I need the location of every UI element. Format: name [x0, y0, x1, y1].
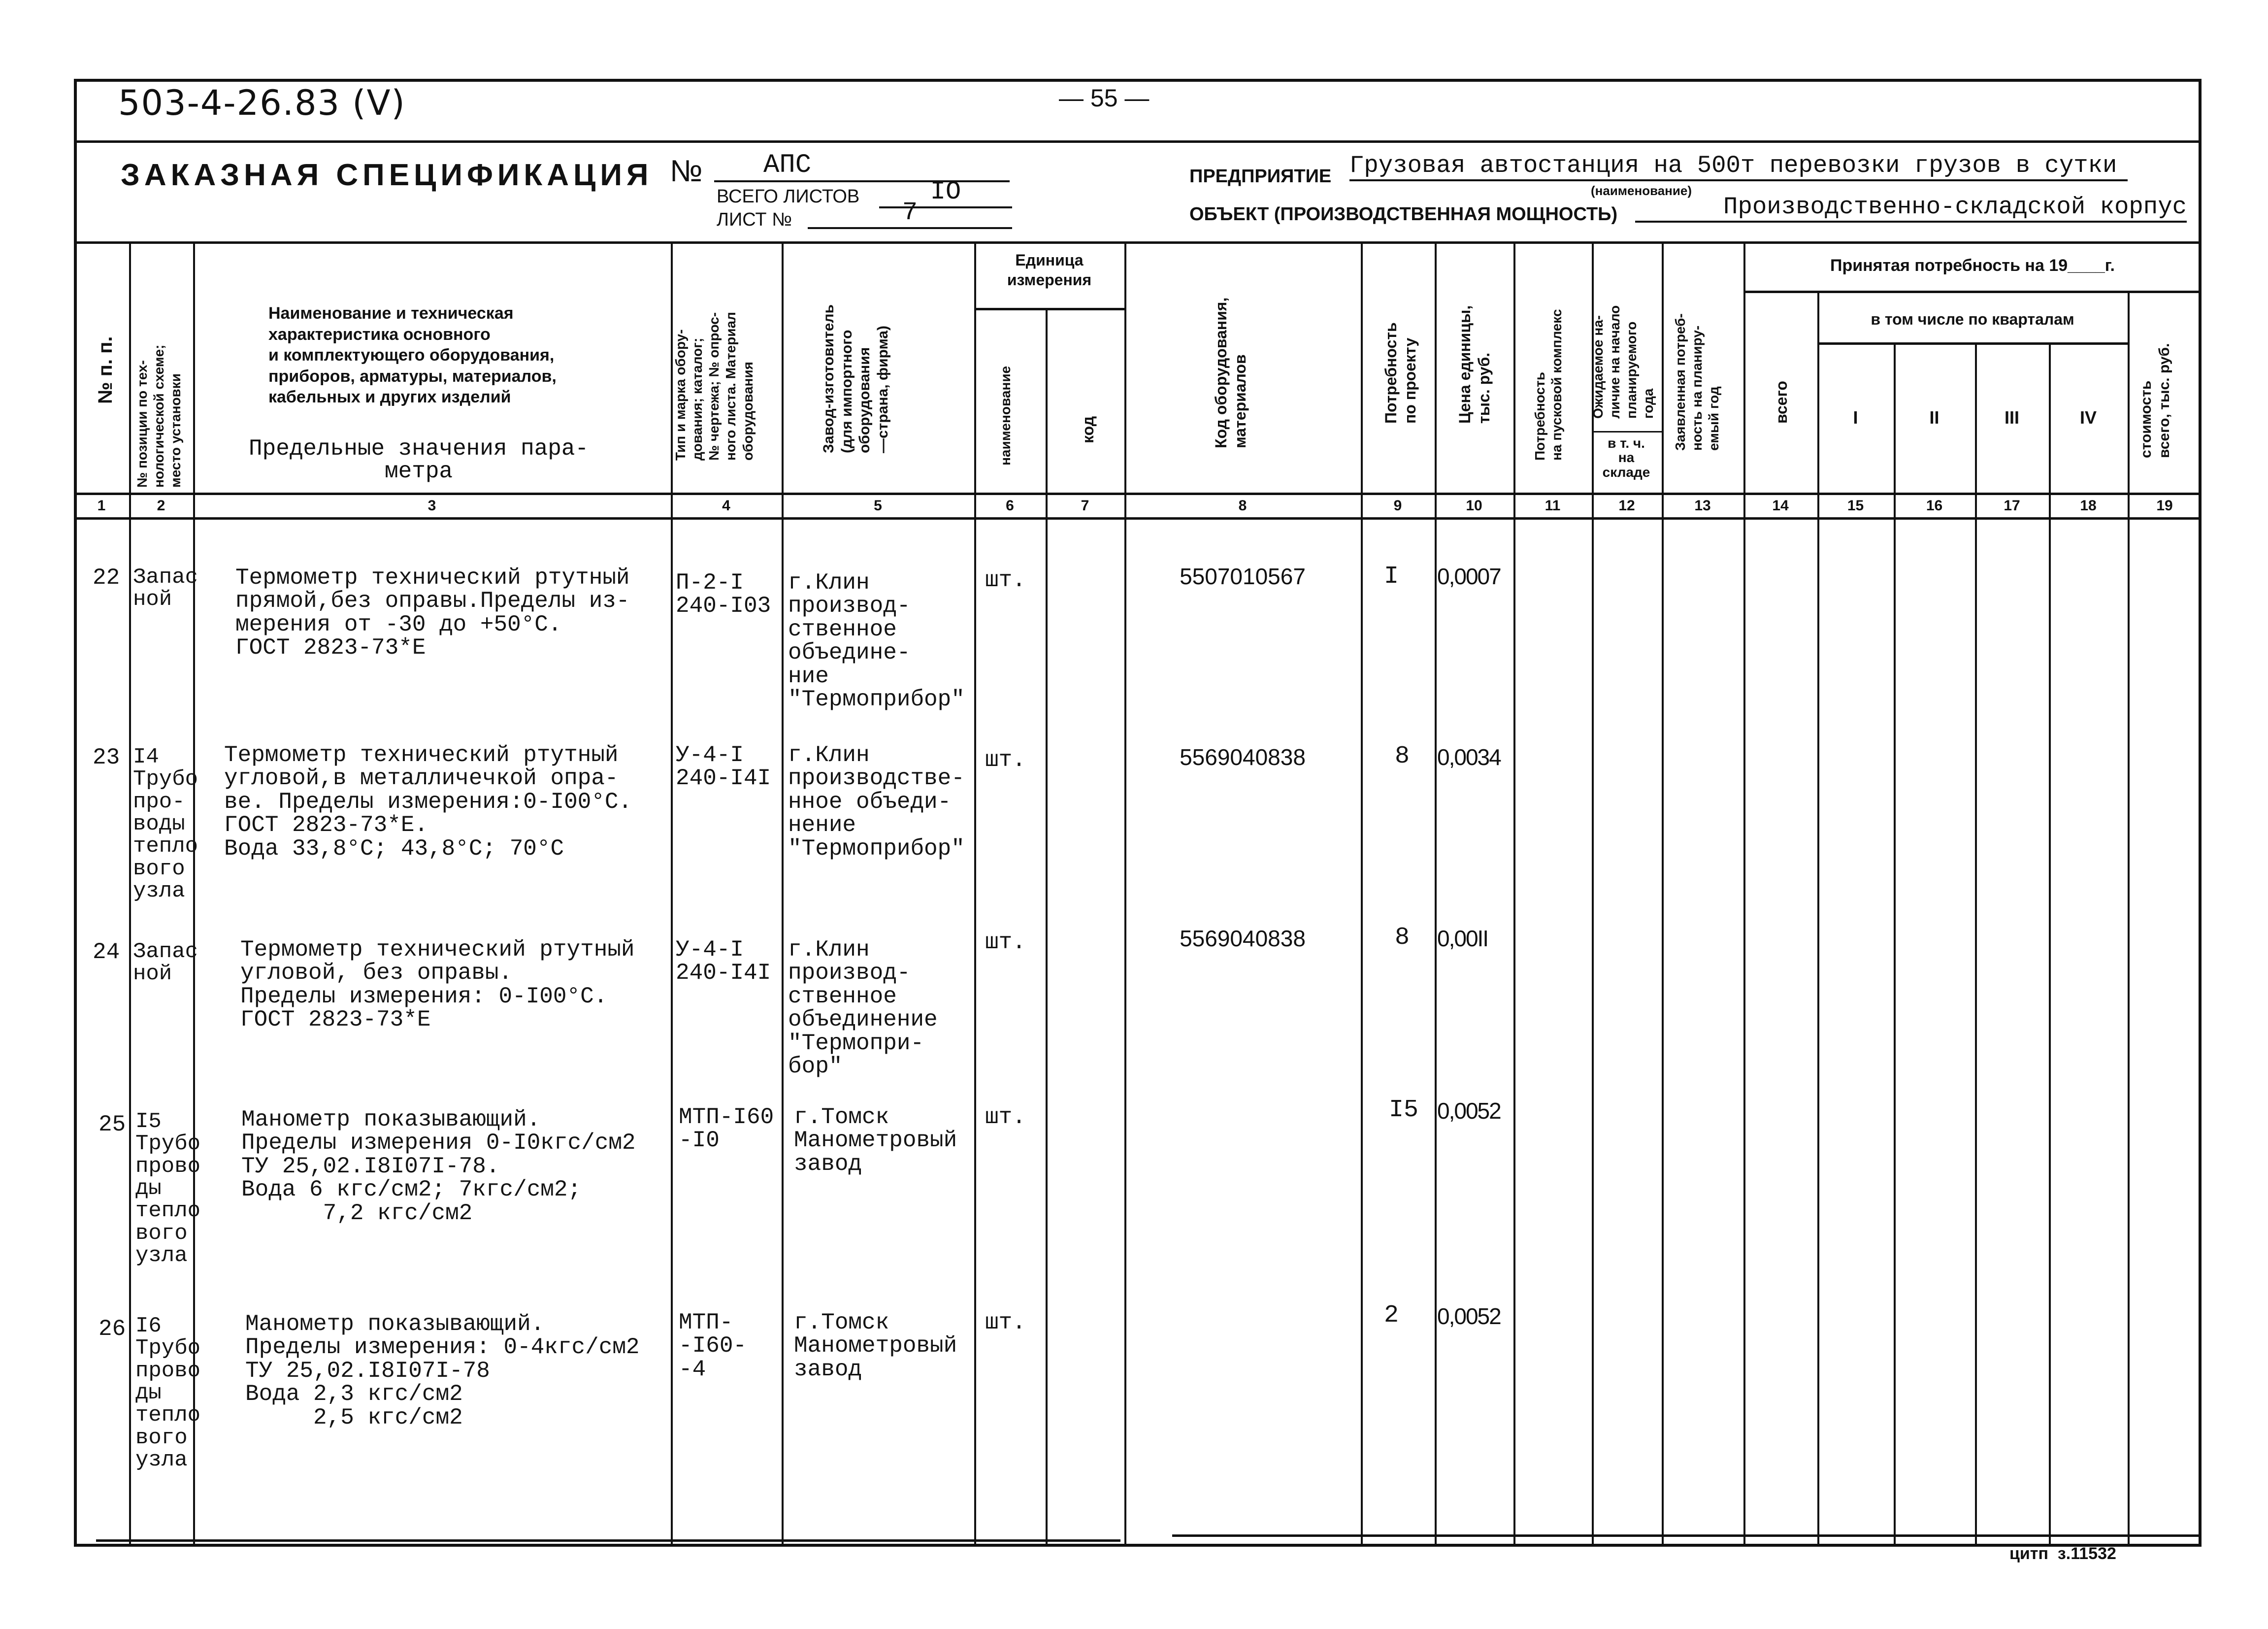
row-type: МТП- -I60- -4 — [679, 1310, 747, 1382]
row-name: Манометр показывающий. Пределы измерения 0-I0кгс/см2 ТУ 25,02.I8I07I-78. Вода 6 кгс/см2; 7кгс/см2; 7,2 кгс/см2 — [241, 1107, 636, 1226]
row-name: Манометр показывающий. Пределы измерения: 0-4кгс/см2 ТУ 25,02.I8I07I-78 Вода 2,3 кгс/см2 2,5 кгс/см2 — [245, 1311, 640, 1430]
col-num-18: 18 — [2080, 498, 2097, 514]
object-name: Производственно-складской корпус — [1635, 193, 2187, 223]
row-number: 26 — [99, 1316, 126, 1342]
col-8-header: Код оборудования, материалов — [1212, 297, 1249, 448]
col-18-header: IV — [2079, 407, 2097, 428]
row-position: Запас ной — [133, 565, 198, 612]
grid-line — [1743, 241, 1745, 1547]
grid-line — [974, 241, 976, 1547]
row-price: 0,0052 — [1437, 1098, 1501, 1124]
col-num-14: 14 — [1772, 498, 1789, 514]
col-5-header: Завод-изготовитель (для импортного оборудования —страна, фирма) — [821, 304, 891, 453]
col-12-header: Ожидаемое на- личие на начало планируемого года — [1590, 305, 1656, 419]
row-number: 23 — [93, 745, 120, 770]
col-9-header: Потребность по проекту — [1382, 322, 1419, 424]
spec-no-label: № — [670, 154, 703, 188]
row-code: 5507010567 — [1180, 564, 1306, 589]
col-num-1: 1 — [97, 498, 106, 514]
grid-line — [1435, 241, 1437, 1547]
row-unit: шт. — [985, 930, 1026, 955]
col-num-10: 10 — [1466, 498, 1482, 514]
col-16-header: II — [1929, 407, 1939, 428]
row-code: 5569040838 — [1180, 744, 1306, 770]
grid-line — [1662, 241, 1664, 1547]
bottom-line-right — [1172, 1534, 2202, 1537]
header-bottom-line — [74, 493, 2202, 495]
grid-line — [1975, 342, 1977, 1547]
row-number: 25 — [99, 1112, 126, 1137]
col-num-3: 3 — [427, 498, 436, 514]
row-qty: I — [1384, 563, 1399, 591]
accepted-group-header: Принятая потребность на 19____г. — [1830, 256, 2115, 275]
row-type: П-2-I 240-I03 — [676, 570, 771, 619]
col-3-subheader: Предельные значения пара- метра — [249, 436, 589, 484]
grid-line — [1124, 241, 1126, 1547]
row-name: Термометр технический ртутный угловой,в металличечкой опра- ве. Пределы измерения:0-I00°С. ГОСТ 2823-73*Е. Вода 33,8°С; 43,8°С; 70°С — [224, 742, 632, 862]
grid-line — [129, 241, 131, 1547]
col-num-19: 19 — [2156, 498, 2173, 514]
row-qty: 2 — [1384, 1301, 1399, 1330]
title-divider — [74, 241, 2202, 244]
header-divider — [74, 140, 2202, 143]
enterprise-name: Грузовая автостанция на 500т перевозки грузов в сутки — [1349, 152, 2128, 181]
unit-group-header: Единица измерения — [1007, 251, 1092, 289]
col-12-subheader: в т. ч. на складе — [1602, 435, 1650, 480]
col-num-9: 9 — [1393, 498, 1402, 514]
name-caption: (наименование) — [1591, 183, 1692, 198]
grid-line — [2049, 342, 2051, 1547]
row-position: I4 Трубо про- воды тепло вого узла — [133, 745, 198, 903]
grid-line — [2128, 291, 2130, 1547]
col-14-header: всего — [1773, 381, 1790, 424]
page-number: — 55 — — [1059, 84, 1150, 112]
row-unit: шт. — [985, 1310, 1026, 1335]
row-maker: г.Клин производстве- нное объеди- нение "Термоприбор" — [788, 742, 965, 862]
col-num-17: 17 — [2004, 498, 2020, 514]
col-num-4: 4 — [722, 498, 730, 514]
sheet-no: 7 — [808, 198, 1012, 229]
grid-line — [782, 241, 784, 1547]
col-15-header: I — [1853, 407, 1858, 428]
row-position: I5 Трубо прово ды тепло вого узла — [135, 1109, 201, 1268]
col-num-6: 6 — [1006, 498, 1014, 514]
row-position: Запас ной — [133, 939, 198, 987]
col-num-8: 8 — [1238, 498, 1247, 514]
row-name: Термометр технический ртутный прямой,без оправы.Пределы из- мерения от -30 до +50°С. ГОСТ 2823-73*Е — [235, 565, 630, 661]
col-num-5: 5 — [874, 498, 882, 514]
spec-title: ЗАКАЗНАЯ СПЕЦИФИКАЦИЯ — [121, 158, 653, 192]
row-qty: 8 — [1395, 924, 1410, 952]
row-type: У-4-I 240-I4I — [676, 742, 771, 792]
enterprise-label: ПРЕДПРИЯТИЕ — [1189, 166, 1332, 187]
row-position: I6 Трубо прово ды тепло вого узла — [135, 1314, 201, 1472]
grid-line — [1513, 241, 1515, 1547]
grid-line — [1592, 241, 1594, 1547]
col-3-header: Наименование и техническая характеристика основного и комплектующего оборудования, приборов, арматуры, материалов, кабельных и других изделий — [268, 304, 557, 406]
row-qty: 8 — [1395, 742, 1410, 770]
row-name: Термометр технический ртутный угловой, без оправы. Пределы измерения: 0-I00°С. ГОСТ 2823-73*Е — [240, 937, 635, 1033]
sheets-total: IO — [879, 177, 1012, 208]
col-13-header: Заявленная потреб- ность на планиру- емый год — [1673, 313, 1722, 451]
col-2-header: № позиции по тех- нологической схеме; место установки — [134, 344, 184, 488]
col-4-header: Тип и марка обору- дования; каталог; № чертежа; № опрос- ного листа. Материал оборудования — [673, 312, 756, 461]
row-price: 0,0052 — [1437, 1303, 1501, 1329]
col-num-15: 15 — [1847, 498, 1864, 514]
col-num-13: 13 — [1694, 498, 1711, 514]
col-num-12: 12 — [1618, 498, 1635, 514]
col-1-header: № п. п. — [95, 336, 116, 404]
sheet-label: ЛИСТ № — [717, 209, 792, 230]
row-maker: г.Томск Манометровый завод — [794, 1104, 957, 1177]
row-type: У-4-I 240-I4I — [676, 937, 771, 986]
col-num-7: 7 — [1081, 498, 1089, 514]
object-label: ОБЪЕКТ (ПРОИЗВОДСТВЕННАЯ МОЩНОСТЬ) — [1189, 204, 1618, 225]
col-10-header: Цена единицы, тыс. руб. — [1456, 305, 1493, 424]
row-unit: шт. — [985, 567, 1026, 593]
row-unit: шт. — [985, 747, 1026, 773]
col-num-11: 11 — [1545, 498, 1561, 514]
col-7-header: код — [1079, 416, 1097, 443]
row-number: 22 — [93, 565, 120, 591]
accepted-group-divider — [1743, 291, 2202, 293]
row-price: 0,0034 — [1437, 744, 1501, 770]
grid-line — [671, 241, 673, 1547]
row-type: МТП-I60 -I0 — [679, 1104, 774, 1154]
grid-line — [1894, 342, 1896, 1547]
col-17-header: III — [2004, 407, 2019, 428]
grid-line — [1046, 308, 1048, 1547]
col-num-16: 16 — [1926, 498, 1943, 514]
row-qty: I5 — [1389, 1096, 1419, 1124]
grid-line — [1361, 241, 1363, 1547]
footer-stamp: цитп з.11532 — [2009, 1544, 2116, 1563]
row-code: 5569040838 — [1180, 926, 1306, 951]
col-11-header: Потребность на пусковой комплекс — [1532, 309, 1565, 461]
doc-code: 503-4-26.83 (V) — [118, 83, 406, 123]
spec-no: АПС — [714, 150, 1010, 182]
row-price: 0,0007 — [1437, 564, 1501, 589]
row-maker: г.Клин производ- ственное объедине- ние "Термоприбор" — [788, 570, 965, 712]
numbers-bottom-line — [74, 517, 2202, 520]
row-unit: шт. — [985, 1104, 1026, 1130]
bottom-line-left — [96, 1539, 1120, 1542]
unit-group-divider — [974, 308, 1124, 310]
col-num-2: 2 — [157, 498, 165, 514]
quarters-group-header: в том числе по кварталам — [1871, 310, 2074, 328]
row-maker: г.Томск Манометровый завод — [794, 1310, 957, 1382]
grid-line — [1817, 291, 1819, 1547]
col-6-header: наименование — [998, 366, 1013, 465]
row-maker: г.Клин производ- ственное объединение "Термопри- бор" — [788, 937, 938, 1079]
col-19-header: стоимость всего, тыс. руб. — [2138, 343, 2172, 458]
quarters-group-divider — [1817, 342, 2128, 345]
row-price: 0,00II — [1437, 926, 1488, 951]
row-number: 24 — [93, 939, 120, 965]
col-12-sub-divider — [1592, 431, 1662, 432]
sheets-label: ВСЕГО ЛИСТОВ — [717, 186, 860, 207]
